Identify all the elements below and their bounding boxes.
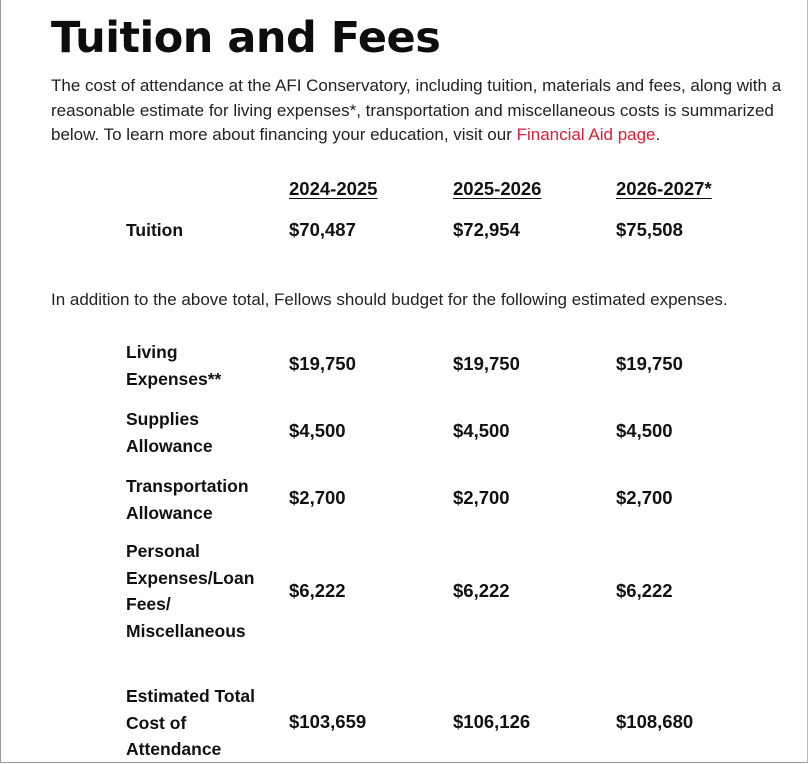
tuition-value-2024-2025: $70,487: [289, 219, 356, 240]
intro-end: .: [655, 125, 661, 144]
column-header-2024-2025: 2024-2025: [289, 178, 378, 199]
intro-line-2: reasonable estimate for living expenses*, transportation and miscellaneous costs is summarized: [51, 100, 774, 120]
tuition-value-2026-2027: $75,508: [616, 219, 683, 240]
expense-label-personal: Personal Expenses/Loan Fees/ Miscellaneous: [126, 541, 255, 641]
supplies-value-2024-2025: $4,500: [289, 420, 346, 441]
column-header-2026-2027: 2026-2027*: [616, 178, 712, 199]
living-value-2025-2026: $19,750: [453, 353, 520, 374]
supplies-value-2025-2026: $4,500: [453, 420, 510, 441]
total-value-2024-2025: $103,659: [289, 711, 367, 732]
living-value-2024-2025: $19,750: [289, 353, 356, 374]
intro-line-1: The cost of attendance at the AFI Conservatory, including tuition, materials and fees, along with a: [51, 76, 782, 95]
intro-line-3-text: below. To learn more about financing your education, visit our: [51, 125, 517, 144]
tuition-label: Tuition: [126, 220, 184, 240]
transportation-value-2024-2025: $2,700: [289, 487, 346, 508]
tuition-value-2025-2026: $72,954: [453, 219, 520, 240]
living-value-2026-2027: $19,750: [616, 353, 683, 374]
intro-paragraph: [51, 74, 808, 148]
expense-label-transportation: Transportation Allowance: [126, 476, 249, 523]
supplies-value-2026-2027: $4,500: [616, 420, 673, 441]
column-header-2025-2026: 2025-2026: [453, 178, 542, 199]
personal-value-2024-2025: $6,222: [289, 580, 346, 601]
total-value-2026-2027: $108,680: [616, 711, 694, 732]
expense-label-total: Estimated Total Cost of Attendance: [126, 686, 256, 759]
transportation-value-2026-2027: $2,700: [616, 487, 673, 508]
transportation-value-2025-2026: $2,700: [453, 487, 510, 508]
personal-value-2025-2026: $6,222: [453, 580, 510, 601]
total-value-2025-2026: $106,126: [453, 711, 531, 732]
expense-label-living: Living Expenses**: [126, 342, 222, 389]
financial-aid-link[interactable]: Financial Aid page: [516, 125, 656, 144]
personal-value-2026-2027: $6,222: [616, 580, 673, 601]
intro-line-3: [51, 123, 808, 148]
expense-label-supplies: Supplies Allowance: [126, 409, 213, 456]
page-title: Tuition and Fees: [51, 13, 441, 63]
additional-expenses-note: In addition to the above total, Fellows should budget for the following estimated expenses.: [51, 290, 728, 309]
